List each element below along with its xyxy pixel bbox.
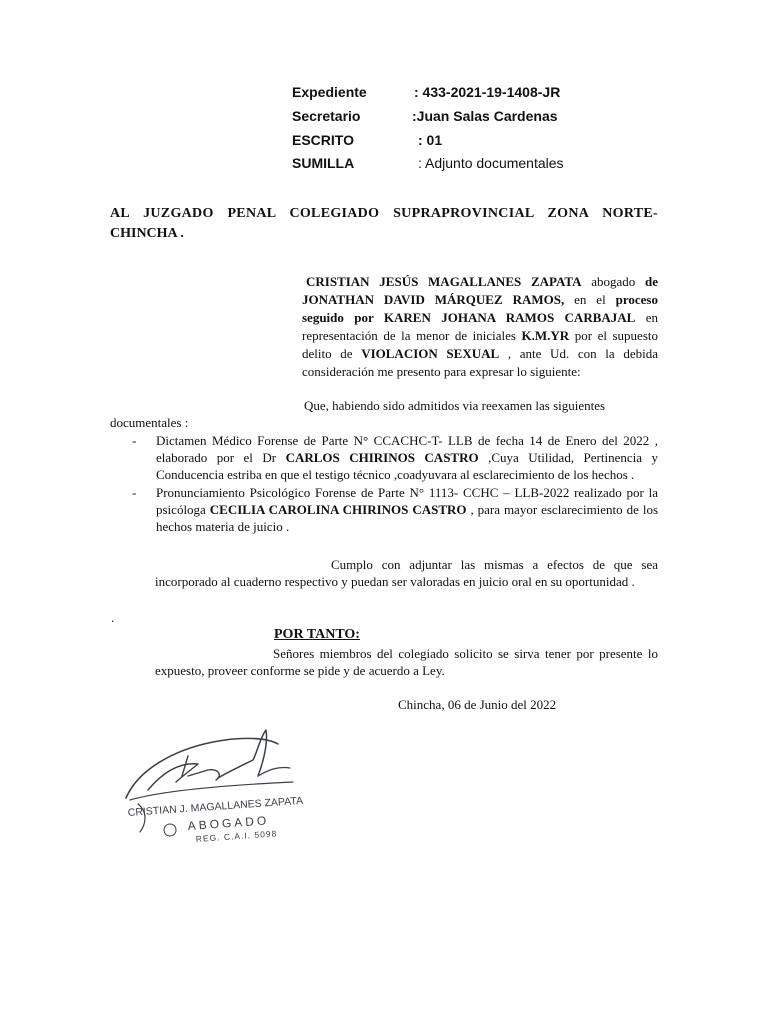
intro-text-2: en el — [564, 292, 616, 307]
item2-name: CECILIA CAROLINA CHIRINOS CASTRO — [209, 502, 467, 517]
cumplo-text: Cumplo con adjuntar las mismas a efectos de que sea incorporado al cuaderno respectivo y puedan ser valoradas en juicio oral en su oportunidad . — [155, 557, 658, 589]
signature-stroke — [258, 767, 290, 776]
escrito-value: : 01 — [418, 132, 443, 148]
lawyer-name: CRISTIAN JESÚS MAGALLANES ZAPATA — [306, 274, 582, 289]
por-tanto-heading: POR TANTO: — [274, 627, 360, 642]
list-item — [110, 484, 658, 535]
intro-text-1: abogado — [581, 274, 645, 289]
proceso-text: proceso seguido por KAREN JOHANA RAMOS CARBAJAL — [302, 292, 658, 325]
que-line2: documentales : — [110, 415, 189, 430]
petition-text: Señores miembros del colegiado solicito se sirva tener por presente lo expuesto, proveer conforme se pide y de acuerdo a Ley. — [155, 646, 658, 678]
addressee-line1: AL JUZGADO PENAL COLEGIADO SUPRAPROVINCIAL ZONA NORTE- — [110, 206, 658, 221]
stray-dot: . — [111, 610, 115, 625]
intro-de: de — [645, 274, 658, 289]
signature-stroke — [218, 730, 267, 778]
secretario-value: :Juan Salas Cardenas — [412, 108, 558, 124]
escrito-label: ESCRITO — [292, 132, 354, 148]
intro-paragraph — [302, 273, 658, 381]
petition-paragraph — [155, 645, 658, 679]
intro-text-4: por el supuesto delito de — [302, 328, 658, 361]
minor-initials: K.M.YR — [521, 328, 570, 343]
list-item — [110, 432, 658, 483]
cumplo-paragraph — [155, 556, 658, 590]
addressee-line2: CHINCHA . — [110, 226, 184, 241]
stamp-name: CRISTIAN J. MAGALLANES ZAPATA — [127, 794, 304, 819]
date-line: Chincha, 06 de Junio del 2022 — [398, 697, 557, 712]
stamp-reg: REG. C.A.I. 5098 — [195, 828, 278, 844]
item2-text-b: , para mayor esclarecimiento de los hechos materia de juicio . — [156, 502, 659, 534]
expediente-value: : 433-2021-19-1408-JR — [414, 84, 561, 100]
signature-stroke — [182, 756, 219, 780]
sumilla-label: SUMILLA — [292, 155, 355, 171]
signature-stroke — [148, 764, 198, 790]
item1-name: CARLOS CHIRINOS CASTRO — [285, 450, 479, 465]
documents-list — [110, 432, 658, 536]
list-dash: - — [132, 485, 137, 500]
item1-text-b: ,Cuya Utilidad, Pertinencia y Conducencia estriba en que el testigo técnico ,coadyuvara al esclarecimiento de los hechos . — [156, 450, 658, 482]
item1-text-a: Dictamen Médico Forense de Parte N° CCACHC-T- LLB de fecha 14 de Enero del 2022 , elaborado por el Dr — [156, 433, 658, 465]
item2-text-a: Pronunciamiento Psicológico Forense de Parte N° 1113- CCHC – LLB-2022 realizado por la psicóloga — [156, 485, 658, 517]
signature-stamp — [118, 720, 348, 850]
stamp-mark — [164, 824, 176, 836]
crime-name: VIOLACION SEXUAL — [361, 346, 500, 361]
stamp-title: ABOGADO — [187, 813, 270, 833]
que-line1: Que, habiendo sido admitidos via reexamen las siguientes — [304, 398, 606, 413]
client-name: JONATHAN DAVID MÁRQUEZ RAMOS, — [302, 292, 565, 307]
list-dash: - — [132, 433, 137, 448]
secretario-label: Secretario — [292, 108, 361, 124]
intro-text-3: en representación de la menor de iniciales — [302, 310, 658, 343]
expediente-label: Expediente — [292, 84, 367, 100]
sumilla-value: : Adjunto documentales — [418, 155, 564, 171]
intro-text-5: , ante Ud. con la debida consideración me presento para expresar lo siguiente: — [302, 346, 658, 379]
